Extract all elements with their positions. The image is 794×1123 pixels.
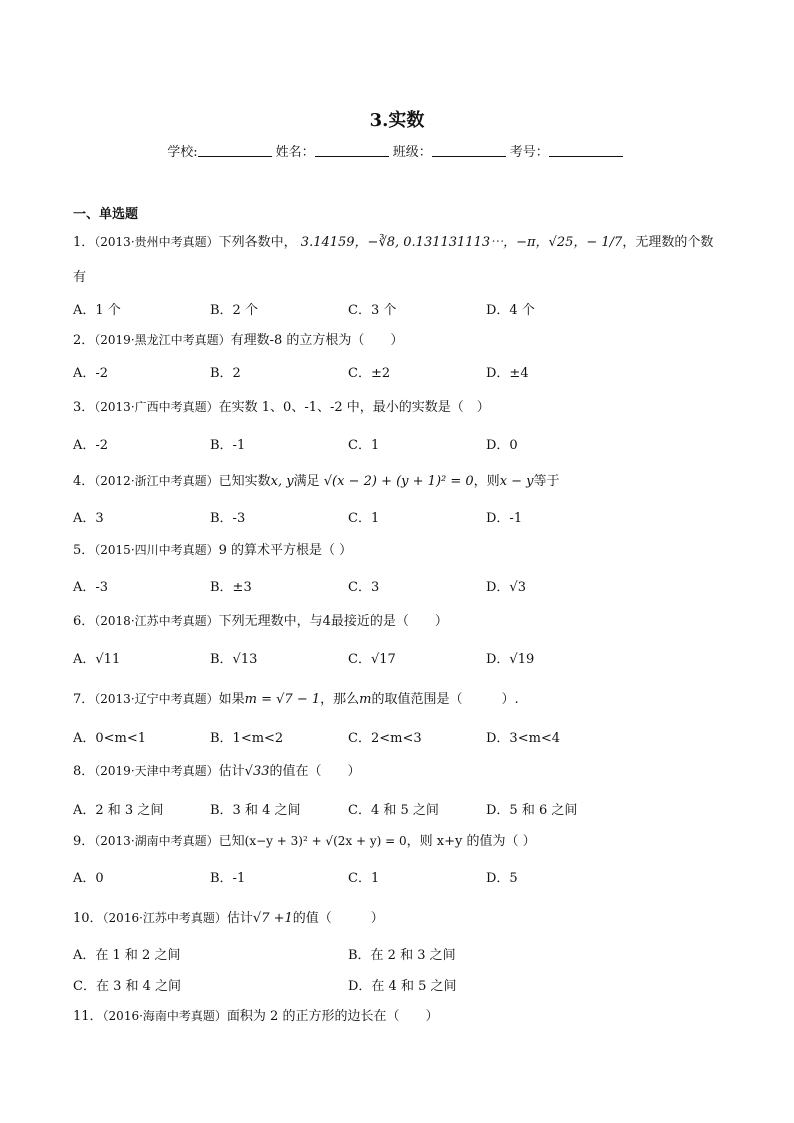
- question-3-options: [73, 434, 733, 454]
- question-text: 如果: [218, 692, 245, 707]
- option-b[interactable]: B．3 和 4 之间: [210, 803, 301, 818]
- option-d[interactable]: D．4 个: [486, 303, 535, 318]
- math-expression: x − y: [499, 474, 534, 489]
- option-d[interactable]: D．0: [486, 438, 518, 453]
- option-a[interactable]: A．-2: [73, 438, 109, 453]
- question-6-options: [73, 648, 733, 668]
- question-text: 下列各数中，: [218, 235, 297, 250]
- question-1-options: [73, 299, 733, 319]
- school-label: 学校:: [167, 145, 198, 160]
- option-c[interactable]: C．3: [348, 580, 380, 595]
- question-number: 7．: [73, 692, 95, 707]
- question-2: [73, 330, 403, 351]
- option-a[interactable]: A．1 个: [73, 303, 121, 318]
- question-source: （2013·贵州中考真题）: [94, 235, 219, 249]
- option-a[interactable]: A．在 1 和 2 之间: [73, 948, 181, 963]
- section-title: 一、单选题: [73, 207, 139, 222]
- math-expression: √33: [244, 764, 270, 779]
- option-c[interactable]: C．√17: [348, 652, 396, 667]
- math-variables: x, y: [270, 474, 294, 489]
- option-c[interactable]: C．2<m<3: [348, 731, 422, 746]
- exam-number-blank[interactable]: [549, 144, 623, 157]
- question-text: ，那么: [320, 692, 360, 707]
- question-number: 3．: [73, 400, 95, 415]
- page-title: 3.实数: [369, 110, 425, 131]
- question-source: （2012·浙江中考真题）: [94, 474, 219, 488]
- question-text: 9 的算术平方根是（ ）: [218, 543, 353, 558]
- option-c[interactable]: C．在 3 和 4 之间: [73, 979, 182, 994]
- question-source: （2019·天津中考真题）: [94, 764, 219, 778]
- question-text: 面积为 2 的正方形的边长在（ ）: [226, 1009, 439, 1024]
- question-1: [73, 232, 713, 253]
- question-number: 1．: [73, 235, 95, 250]
- name-blank[interactable]: [315, 144, 389, 157]
- question-text: 已知实数: [218, 474, 271, 489]
- question-source: （2013·湖南中考真题）: [94, 834, 219, 848]
- question-source: （2016·江苏中考真题）: [102, 911, 227, 925]
- question-6: [73, 611, 448, 632]
- question-text: 估计: [218, 764, 245, 779]
- option-d[interactable]: D．-1: [486, 511, 523, 526]
- class-label: 班级：: [392, 145, 432, 160]
- exam-number-label: 考号：: [509, 145, 549, 160]
- math-expression: 3.14159，−∛8, 0.131131113⋯，−π，√25，− 1/7: [300, 235, 623, 250]
- option-b[interactable]: B．-1: [210, 438, 246, 453]
- option-d[interactable]: D．5 和 6 之间: [486, 803, 578, 818]
- option-b[interactable]: B．±3: [210, 580, 252, 595]
- option-b[interactable]: B．√13: [210, 652, 258, 667]
- option-a[interactable]: A．-2: [73, 366, 109, 381]
- option-a[interactable]: A．-3: [73, 580, 109, 595]
- question-number: 4．: [73, 474, 95, 489]
- option-d[interactable]: D．±4: [486, 366, 529, 381]
- question-9: [73, 831, 536, 852]
- question-number: 6．: [73, 614, 95, 629]
- option-b[interactable]: B．-1: [210, 871, 246, 886]
- option-c[interactable]: C．4 和 5 之间: [348, 803, 439, 818]
- option-c[interactable]: C．3 个: [348, 303, 397, 318]
- option-d[interactable]: D．在 4 和 5 之间: [348, 979, 457, 994]
- question-4-options: [73, 507, 733, 527]
- question-4: [73, 471, 560, 492]
- question-text: 估计: [226, 911, 253, 926]
- option-a[interactable]: A．0: [73, 871, 104, 886]
- question-number: 10．: [73, 911, 103, 926]
- option-d[interactable]: D．5: [486, 871, 518, 886]
- question-text: 的取值范围是（ ）.: [371, 692, 519, 707]
- question-2-options: [73, 362, 733, 382]
- question-text: 已知: [218, 834, 245, 849]
- question-10-options-row-2: [73, 975, 733, 995]
- question-text: 下列无理数中，与4最接近的是（ ）: [218, 614, 448, 629]
- question-source: （2013·广西中考真题）: [94, 400, 219, 414]
- question-9-options: [73, 867, 733, 887]
- math-expression: m = √7 − 1: [244, 692, 321, 707]
- option-b[interactable]: B．-3: [210, 511, 246, 526]
- option-d[interactable]: D．3<m<4: [486, 731, 561, 746]
- question-10: [73, 908, 384, 929]
- option-b[interactable]: B．2 个: [210, 303, 258, 318]
- question-text: 有: [73, 270, 87, 285]
- question-text: 的值在（ ）: [269, 764, 361, 779]
- question-5-options: [73, 576, 733, 596]
- question-source: （2018·江苏中考真题）: [94, 614, 219, 628]
- question-number: 8．: [73, 764, 95, 779]
- question-text: 满足: [293, 474, 320, 489]
- question-text: 等于: [533, 474, 560, 489]
- question-text: ，无理数的个数: [622, 235, 714, 250]
- question-source: （2016·海南中考真题）: [102, 1009, 227, 1023]
- option-a[interactable]: A．2 和 3 之间: [73, 803, 164, 818]
- question-number: 2．: [73, 333, 95, 348]
- student-info-line: [0, 141, 794, 160]
- question-11: [73, 1006, 438, 1027]
- question-text: ，则 x+y 的值为（ ）: [406, 834, 536, 849]
- question-text: 的值（ ）: [292, 911, 384, 926]
- question-source: （2015·四川中考真题）: [94, 543, 219, 557]
- class-blank[interactable]: [432, 144, 506, 157]
- question-text: ，则: [473, 474, 500, 489]
- option-c[interactable]: C．1: [348, 511, 380, 526]
- option-b[interactable]: B．1<m<2: [210, 731, 284, 746]
- question-8: [73, 761, 361, 782]
- question-7-options: [73, 727, 733, 747]
- option-a[interactable]: A．0<m<1: [73, 731, 147, 746]
- question-source: （2019·黑龙江中考真题）: [94, 333, 231, 347]
- question-source: （2013·辽宁中考真题）: [94, 692, 219, 706]
- option-a[interactable]: A．√11: [73, 652, 121, 667]
- option-b[interactable]: B．2: [210, 366, 241, 381]
- math-expression: √7 +1: [252, 911, 293, 926]
- question-number: 11．: [73, 1009, 103, 1024]
- question-10-options-row-1: [73, 944, 733, 964]
- question-1-continued: [73, 268, 86, 288]
- question-text: 有理数-8 的立方根为（ ）: [230, 333, 404, 348]
- question-8-options: [73, 799, 733, 819]
- option-c[interactable]: C．1: [348, 871, 380, 886]
- option-b[interactable]: B．在 2 和 3 之间: [348, 948, 456, 963]
- question-3: [73, 397, 490, 418]
- question-7: [73, 689, 519, 710]
- option-c[interactable]: C．±2: [348, 366, 391, 381]
- name-label: 姓名：: [275, 145, 315, 160]
- math-expression: √(x − 2) + (y + 1)² = 0: [323, 474, 474, 489]
- option-d[interactable]: D．√3: [486, 580, 526, 595]
- option-a[interactable]: A．3: [73, 511, 104, 526]
- math-variable: m: [359, 692, 372, 707]
- question-5: [73, 540, 352, 561]
- option-c[interactable]: C．1: [348, 438, 380, 453]
- question-number: 9．: [73, 834, 95, 849]
- question-number: 5．: [73, 543, 95, 558]
- option-d[interactable]: D．√19: [486, 652, 535, 667]
- math-expression: (x−y + 3)² + √(2x + y) = 0: [244, 834, 407, 848]
- school-blank[interactable]: [198, 144, 272, 157]
- question-text: 在实数 1、0、-1、-2 中，最小的实数是（ ）: [218, 400, 490, 415]
